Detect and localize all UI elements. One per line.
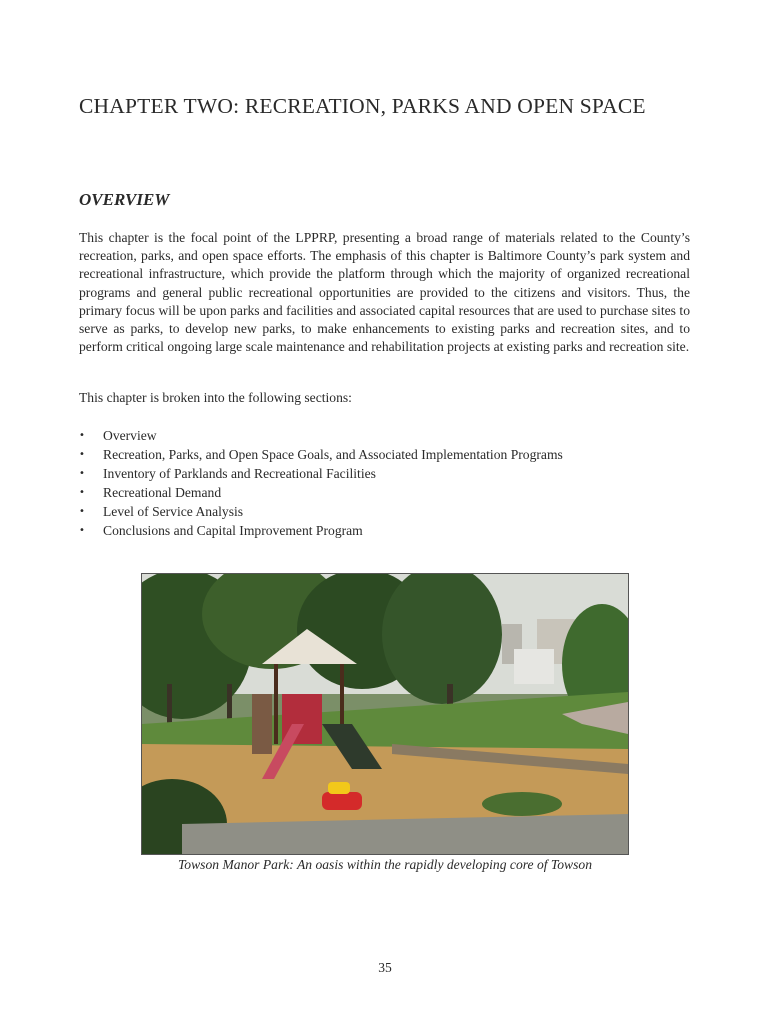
list-item-label: Overview	[103, 428, 157, 443]
list-item-label: Inventory of Parklands and Recreational Facilities	[103, 466, 376, 481]
park-photo	[141, 573, 629, 855]
bullet-icon: •	[79, 487, 85, 498]
list-item-label: Recreational Demand	[103, 485, 222, 500]
bullet-icon: •	[79, 506, 85, 517]
bullet-icon: •	[79, 468, 85, 479]
overview-paragraph: This chapter is the focal point of the LPPRP, presenting a broad range of materials related to the County’s recreation, parks, and open space efforts. The emphasis of this chapter is Baltimore County’s park system and recreational infrastructure, which provide the platform through which the majority of organized recreational programs and general public recreational opportunities are provided to the citizens and visitors. Thus, the primary focus will be upon parks and facilities and associated capital resources that are used to purchase sites to serve as parks, to develop new parks, to make enhancements to existing parks and recreation sites, and to perform critical ongoing large scale maintenance and rehabilitation projects at existing parks and recreation site.	[79, 230, 690, 355]
chapter-title: CHAPTER TWO: RECREATION, PARKS AND OPEN SPACE	[79, 94, 646, 118]
sections-intro-text: This chapter is broken into the following sections:	[79, 390, 352, 405]
list-item	[79, 464, 563, 483]
sections-list	[79, 426, 563, 540]
list-item	[79, 483, 563, 502]
bullet-icon: •	[79, 525, 85, 536]
bullet-icon: •	[79, 449, 85, 460]
list-item	[79, 445, 563, 464]
list-item-label: Recreation, Parks, and Open Space Goals, and Associated Implementation Programs	[103, 447, 563, 462]
photo-caption: Towson Manor Park: An oasis within the rapidly developing core of Towson	[178, 857, 592, 872]
list-item-label: Level of Service Analysis	[103, 504, 244, 519]
list-item	[79, 502, 563, 521]
section-heading-overview: OVERVIEW	[79, 190, 170, 209]
list-item	[79, 521, 563, 540]
list-item	[79, 426, 563, 445]
bullet-icon: •	[79, 430, 85, 441]
page-number: 35	[378, 960, 392, 975]
list-item-label: Conclusions and Capital Improvement Program	[103, 523, 363, 538]
